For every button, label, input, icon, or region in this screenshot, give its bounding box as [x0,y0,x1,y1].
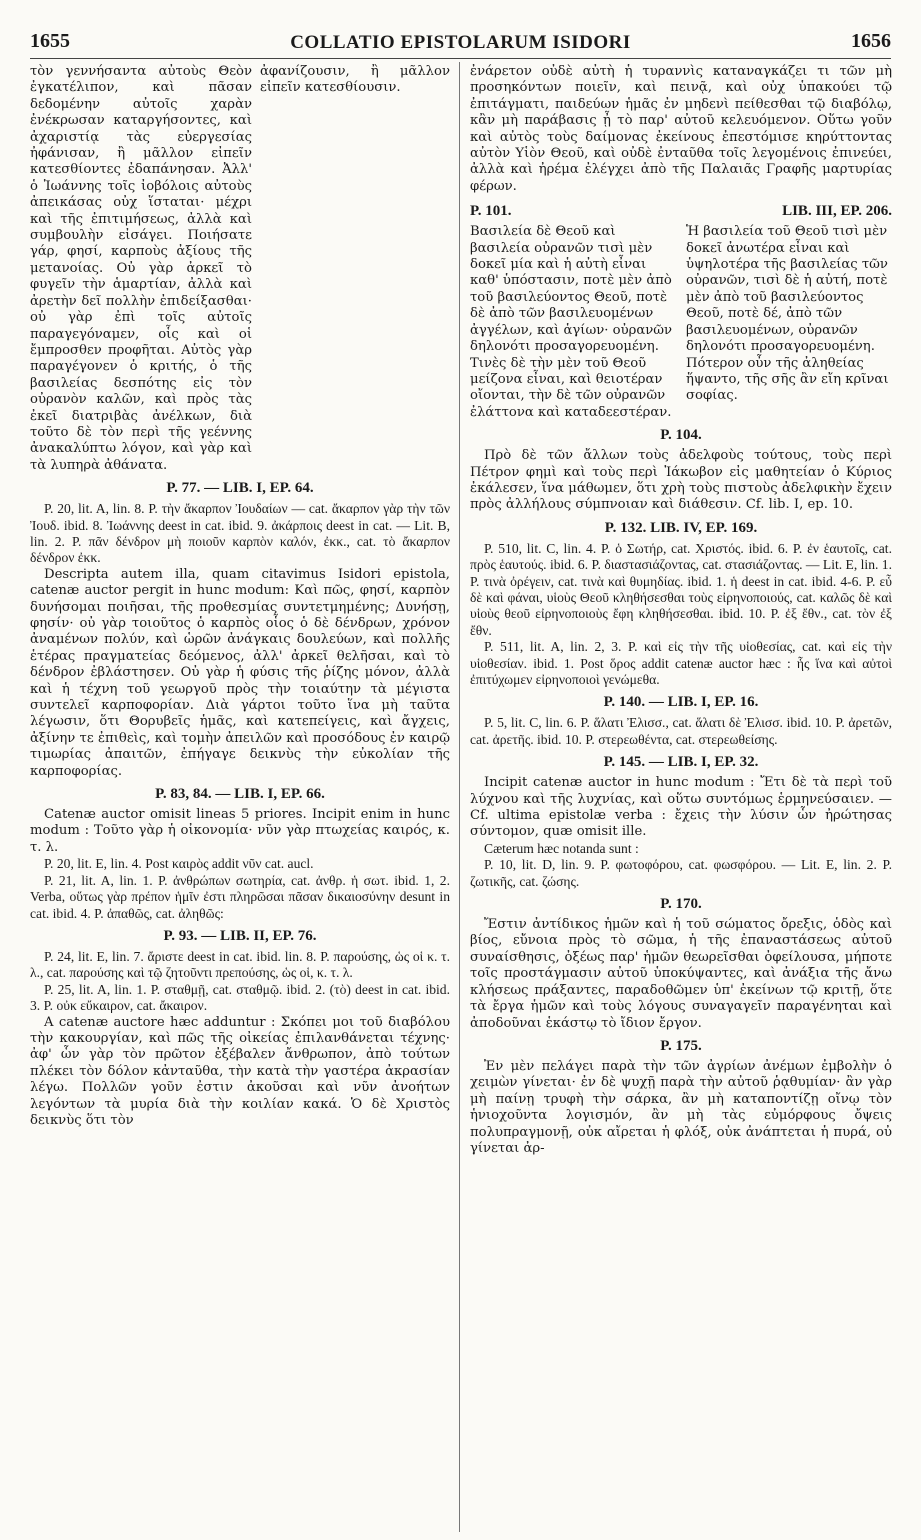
section-subheading [470,201,892,221]
variant-note: P. 20, lit. A, lin. 8. P. τὴν ἄκαρπον Ἰουδαίων — cat. ἄκαρπον γὰρ τὴν τῶν Ἰουδ. ibid. 8. Ἰωάννης deest in cat. ibid. 9. ἀκάρποις deest in cat. — Lit. B, lin. 2. P. πᾶν δένδρον μὴ ποιοῦν καρπὸν καλόν, ἐκκ., cat. τὸ ἄκαρπον δένδρον ἐκκ. [30,501,450,566]
section-heading: P. 93. — LIB. II, EP. 76. [163,927,317,944]
variant-note: P. 20, lit. E, lin. 4. Post καιρὸς addit νῦν cat. aucl. [44,856,314,872]
variant-note: P. 511, lit. A, lin. 2, 3. P. καὶ εἰς τὴν τῆς υἱοθεσίας, cat. καὶ εἰς τὴν υἱοθεσίαν. ibid. 1. Post ὅρος addit catenæ auctor hæc : ἧς ἵνα καὶ αὐτοὶ ἐπιτύχωμεν εἰρηνοποιοὶ γενώμεθα. [470,639,892,687]
paragraph: Descripta autem illa, quam citavimus Isidori epistola, catenæ auctor pergit in hunc modum: Καὶ πῶς, φησί, καρπὸν δυνήσομαι ποιῆσαι, τῆς προθεσμίας συντετμημένης; Δυνήσῃ, φησίν· οὐ γὰρ τοιοῦτος ὁ καρπὸς οἷος ὁ δὲ δένδρων, χρόνον ἀναμένων πολύν, καὶ ὡρῶν ἀνάγκαις δουλεύων, καὶ πολλῆς ἑτέρας πραγματείας δεόμενος, ἀλλ' ἀρκεῖ θελῆσαι, καὶ τὸ δένδρον ἐβλάστησεν. Οὐ γὰρ ἡ φύσις τῆς ῥίζης μόνον, ἀλλὰ καὶ ἡ τέχνη τοῦ γεωργοῦ πρὸς τὴν τοιαύτην τὰ μέγιστα συντελεῖ καρποφορίαν. Διὰ γάρτοι τοῦτο ἵνα μὴ ταῦτα λέγωσιν, ὅτι Θορυβεῖς ἡμᾶς, καὶ κατεπείγεις, καὶ ἄγχεις, ἀξίνην τε ἐπιθεὶς, καὶ τομὴν ἀπειλῶν καὶ προσόδους ἐν καιρῷ τιμωρίας ἀπαιτῶν, ἐπήγαγε δεικνὺς τὴν εὐκολίαν τῆς καρποφορίας. [30,566,450,779]
subheading-left: P. 101. [470,203,512,220]
page-number-left: 1655 [30,30,70,52]
variant-note: P. 21, lit. A, lin. 1. P. ἀνθρώπων σωτηρία, cat. ἀνθρ. ἡ σωτ. ibid. 1, 2. Verba, οὕτως γὰρ πρέπον ἡμῖν ἐστι πληρῶσαι πᾶσαν δικαιοσύνην desunt in cat. ibid. 4. P. ἀπαθῶς, cat. ἀληθῶς: [30,872,450,921]
left-column [30,64,450,1532]
parallel-text-a: Βασιλεία δὲ Θεοῦ καὶ βασιλεία οὐρανῶν τισὶ μὲν δοκεῖ μία καὶ ἡ αὐτὴ εἶναι καθ' ὑπόστασιν, ποτὲ μὲν ἀπὸ τοῦ βασιλεύοντος Θεοῦ, ποτὲ δὲ ἀπὸ τῶν βασιλευομένων ἀγγέλων, καὶ ἁγίων· οὐρανῶν δηλονότι προσαγορευομένη. Τινὲς δὲ τὴν μὲν τοῦ Θεοῦ μείζονα εἶναι, καὶ θειοτέραν οἴονται, τὴν δὲ τῶν οὐρανῶν ἐλάττονα καὶ καταδεεστέραν. [470,224,673,420]
right-column [470,64,892,1532]
section-heading: P. 140. — LIB. I, EP. 16. [603,694,759,711]
section-heading: P. 83, 84. — LIB. I, EP. 66. [155,786,325,803]
paragraph: A catenæ auctore hæc adduntur : Σκόπει μοι τοῦ διαβόλου τὴν κακουργίαν, καὶ πῶς τῆς οἰκείας ἐπιλανθάνεται τέχνης· ἀφ' ὧν γὰρ τὸν πρῶτον ἐξέβαλεν ἄνθρωπον, ἀπὸ τούτων πλέκει τὸν δόλον κἀνταῦθα, τὴν κατὰ τὴν γαστέρα ἀκρασίαν λέγω. Πολλῶν γοῦν ἐστιν ἀκοῦσαι καὶ νῦν ἀνοήτων λεγόντων τὰ μυρία διὰ τὴν κοιλίαν κακά. Ὁ δὲ Χριστὸς δεικνὺς ὅτι τὸν [30,1014,450,1128]
section-heading: P. 104. [660,427,702,444]
left-top-text-b: ἀφανίζουσιν, ἢ μᾶλλον εἰπεῖν κατεσθίουσιν. [260,64,450,96]
section-heading: P. 132. LIB. IV, EP. 169. [604,519,758,536]
paragraph: Incipit catenæ auctor in hunc modum : Ἔτι δὲ τὰ περὶ τοῦ λύχνου καὶ τῆς λυχνίας, καὶ οὕτω συντόμως ἑρμηνεύσαιεν. — Cf. ultima epistolæ verba : ἔχεις τὴν λύσιν ὧν ἠρώτησας σύντομον, quæ omisit ille. [470,775,892,840]
subheading-right: LIB. III, EP. 206. [782,203,892,220]
section-heading: P. 145. — LIB. I, EP. 32. [603,754,759,771]
paragraph: ἐνάρετον οὐδὲ αὐτὴ ἡ τυραννὶς καταναγκάζει τι τῶν μὴ προσηκόντων ποιεῖν, καὶ πεινᾷ, καὶ οὐχ ὑπακούει τῷ ἐπιτάγματι, παιδεύων ἡμᾶς ἐν μηδενὶ πείθεσθαι τῷ διαβόλῳ, κἂν μὴ παράβασις ᾖ τὸ παρ' αὐτοῦ κελευόμενον. Οὕτω γοῦν καὶ αὐτὸς τοὺς δαίμονας ἐκείνους ἐπεστόμισε κηρύττοντας αὐτὸν Υἱὸν Θεοῦ, καὶ οὐδὲ ἐνταῦθα τοῖς λεγομένοις ἐπινεύει, ἀλλὰ καὶ ἠρέμα ἐλέγχει ἀπὸ τῆς Παλαιᾶς Γραφῆς μαρτυρίας φέρων. [470,64,892,194]
page-number-right: 1656 [851,30,891,52]
left-top-split [30,64,450,474]
section-heading: P. 175. [660,1037,702,1054]
section-heading: P. 170. [660,896,702,913]
variant-note: P. 510, lit. C, lin. 4. P. ὁ Σωτήρ, cat. Χριστός. ibid. 6. P. ἐν ἑαυτοῖς, cat. πρὸς ἑαυτούς. ibid. 6. P. διαστασιάζοντας, cat. στασιάζοντας. — Lit. E, lin. 1. P. τινὰ ὀρέγειν, cat. τινὰ καὶ θυμηδίας. ibid. 1. ἡ deest in cat. ibid. 4-6. P. εὖ δὲ καὶ φάναι, υἱοὺς Θεοῦ κληθήσεσθαι τοὺς εἰρηνοποιούς, cat. καλῶς δὲ καὶ υἱοὺς θεοῦ εἰρηνοποιοὺς ἔφη κληθήσεσθαι. ibid. 10. P. ἐξ ἔθν., cat. τὸν ἐξ ἔθν. [470,540,892,638]
parallel-text-b: Ἡ βασιλεία τοῦ Θεοῦ τισὶ μὲν δοκεῖ ἀνωτέρα εἶναι καὶ ὑψηλοτέρα τῆς βασιλείας τῶν οὐρανῶν, τισὶ δὲ ἡ αὐτή, ποτὲ μὲν ἀπὸ τοῦ βασιλεύοντος Θεοῦ, ποτὲ δέ, ἀπὸ τῶν βασιλευομένων, οὐρανῶν δηλονότι προσαγορευομένη. Πότερον οὖν τῆς ἀληθείας ἥψαντο, τῆς σῆς ἂν εἴη κρῖναι σοφίας. [686,224,889,404]
section-heading: P. 77. — LIB. I, EP. 64. [166,480,314,497]
paragraph: Ἐν μὲν πελάγει παρὰ τὴν τῶν ἀγρίων ἀνέμων ἐμβολὴν ὁ χειμὼν γίνεται· ἐν δὲ ψυχῇ παρὰ τὴν αὐτοῦ ῥᾳθυμίαν· ἂν γὰρ μὴ παίνῃ τρυφὴ τὴν σάρκα, ἂν μὴ καταποντίζῃ οἴνῳ τὸν ἡνιοχοῦντα λογισμόν, ἂν μὴ τὰς εὐμόρφους ὄψεις πολυπραγμονῇ, οὐκ αἴρεται ἡ φλόξ, οὐκ ἀνάπτεται ἡ πυρά, οὐ γίνεται ἀρ- [470,1058,892,1156]
left-top-text-a: τὸν γεννήσαντα αὐτοὺς Θεὸν ἐγκατέλιπον, καὶ πᾶσαν δεδομένην αὐτοῖς χαρὰν ἐνέκρωσαν καταργήσοντες, καὶ ἀχαριστίᾳ τὰς εὐεργεσίας ἠφάνισαν, ἢ μᾶλλον εἰπεῖν κατεσθίοντες ἐδαπάνησαν. Ἀλλ' ὁ Ἰωάννης τοῖς ἰοβόλοις αὐτοὺς ἀπεικάσας οὐχ ἵσταται· μέχρι καὶ τῆς ἐπιτιμήσεως, ἀλλὰ καὶ συμβουλὴν εἰσάγει. Ποιήσατε γάρ, φησί, καρποὺς ἀξίους τῆς μετανοίας. Οὐ γὰρ ἀρκεῖ τὸ φυγεῖν τὴν ἁμαρτίαν, ἀλλὰ καὶ ἀρετὴν δεῖ πολλὴν ἐπιδείξασθαι· οὐ γὰρ ἐπὶ τοῖς αὐτοῖς παραγεγόναμεν, οἷς καὶ οἱ ἔμπροσθεν προφῆται. Αὐτὸς γὰρ παραγέγονεν ὁ κριτής, ὁ τῆς βασιλείας δεσπότης εἰς τὸν οὐρανὸν καλῶν, καὶ πρὸς τὰς ἐκεῖ διατριβὰς ἀνέλκων, διὰ τοῦτο δὲ τὸν περὶ τῆς γεέννης ἀνακαλύπτω λόγον, καὶ γὰρ καὶ τὰ λυπηρὰ ἀθάνατα. [30,64,252,473]
paragraph: Ἔστιν ἀντίδικος ἡμῶν καὶ ἡ τοῦ σώματος ὄρεξις, ὁδὸς καὶ βίος, εὔνοια πρὸς τὸ σῶμα, ἡ τῆς ἐπαναστάσεως αὐτοῦ συναίσθησις, ὀξέως παρ' ἡμῶν θεωρεῖσθαι ὀφείλουσα, μήποτε τοῖς προστάγμασιν αὐτοῦ ὑποκύψαντες, καὶ ἀνάξια τῆς ἄνω κλήσεως πράξαντες, παραδοθῶμεν ὑπ' ἐκείνων τῷ κριτῇ, ὅτε τὰ ἔργα ἡμῶν καὶ τοὺς λόγους συναγαγεῖν παραγένηται καὶ ἀποδοῦναι ἑκάστῳ τὸ ἴδιον ἔργον. [470,917,892,1031]
paragraph: Catenæ auctor omisit lineas 5 priores. Incipit enim in hunc modum : Τοῦτο γὰρ ἡ οἰκονομία· νῦν γὰρ πτωχείας καιρός, κ. τ. λ. [30,807,450,855]
column-rule [459,62,460,1532]
variant-note: P. 5, lit. C, lin. 6. P. ἅλατι Ἐλισσ., cat. ἅλατι δὲ Ἐλισσ. ibid. 10. P. ἀρετῶν, cat. ἀρετῆς. ibid. 10. P. στερεωθέντα, cat. στερεωθείσης. [470,715,892,747]
paragraph: Cæterum hæc notanda sunt : [484,840,639,856]
page-header [30,30,891,56]
variant-note: P. 25, lit. A, lin. 1. P. σταθμῇ, cat. σταθμῷ. ibid. 2. (τὸ) deest in cat. ibid. 3. P. οὐκ εὔκαιρον, cat. ἄκαιρον. [30,981,450,1014]
header-rule [30,58,891,59]
paragraph: Πρὸ δὲ τῶν ἄλλων τοὺς ἀδελφοὺς τούτους, τοὺς περὶ Πέτρον φημὶ καὶ τοὺς περὶ Ἰάκωβον εἰς μαθητείαν ὁ Κύριος ἐκάλεσεν, ἵνα μάθωμεν, ὅτι χρὴ τοὺς πιστοὺς ἀδελφικὴν ἔχειν πρὸς ἀλλήλους σύμπνοιαν καὶ διάθεσιν. Cf. lib. I, ep. 10. [470,448,892,513]
parallel-columns [470,224,892,421]
running-title: COLLATIO EPISTOLARUM ISIDORI [290,32,631,53]
variant-note: P. 10, lit. D, lin. 9. P. φωτοφόρου, cat. φωσφόρου. — Lit. E, lin. 2. P. ζωτικῆς, cat. ζώσης. [470,857,892,889]
variant-note: P. 24, lit. E, lin. 7. ἄριστε deest in cat. ibid. lin. 8. P. παρούσης, ὡς οἱ κ. τ. λ., cat. παρούσης καὶ τῷ ζητοῦντι πρεπούσης, ὡς οἱ, κ. τ. λ. [30,948,450,981]
